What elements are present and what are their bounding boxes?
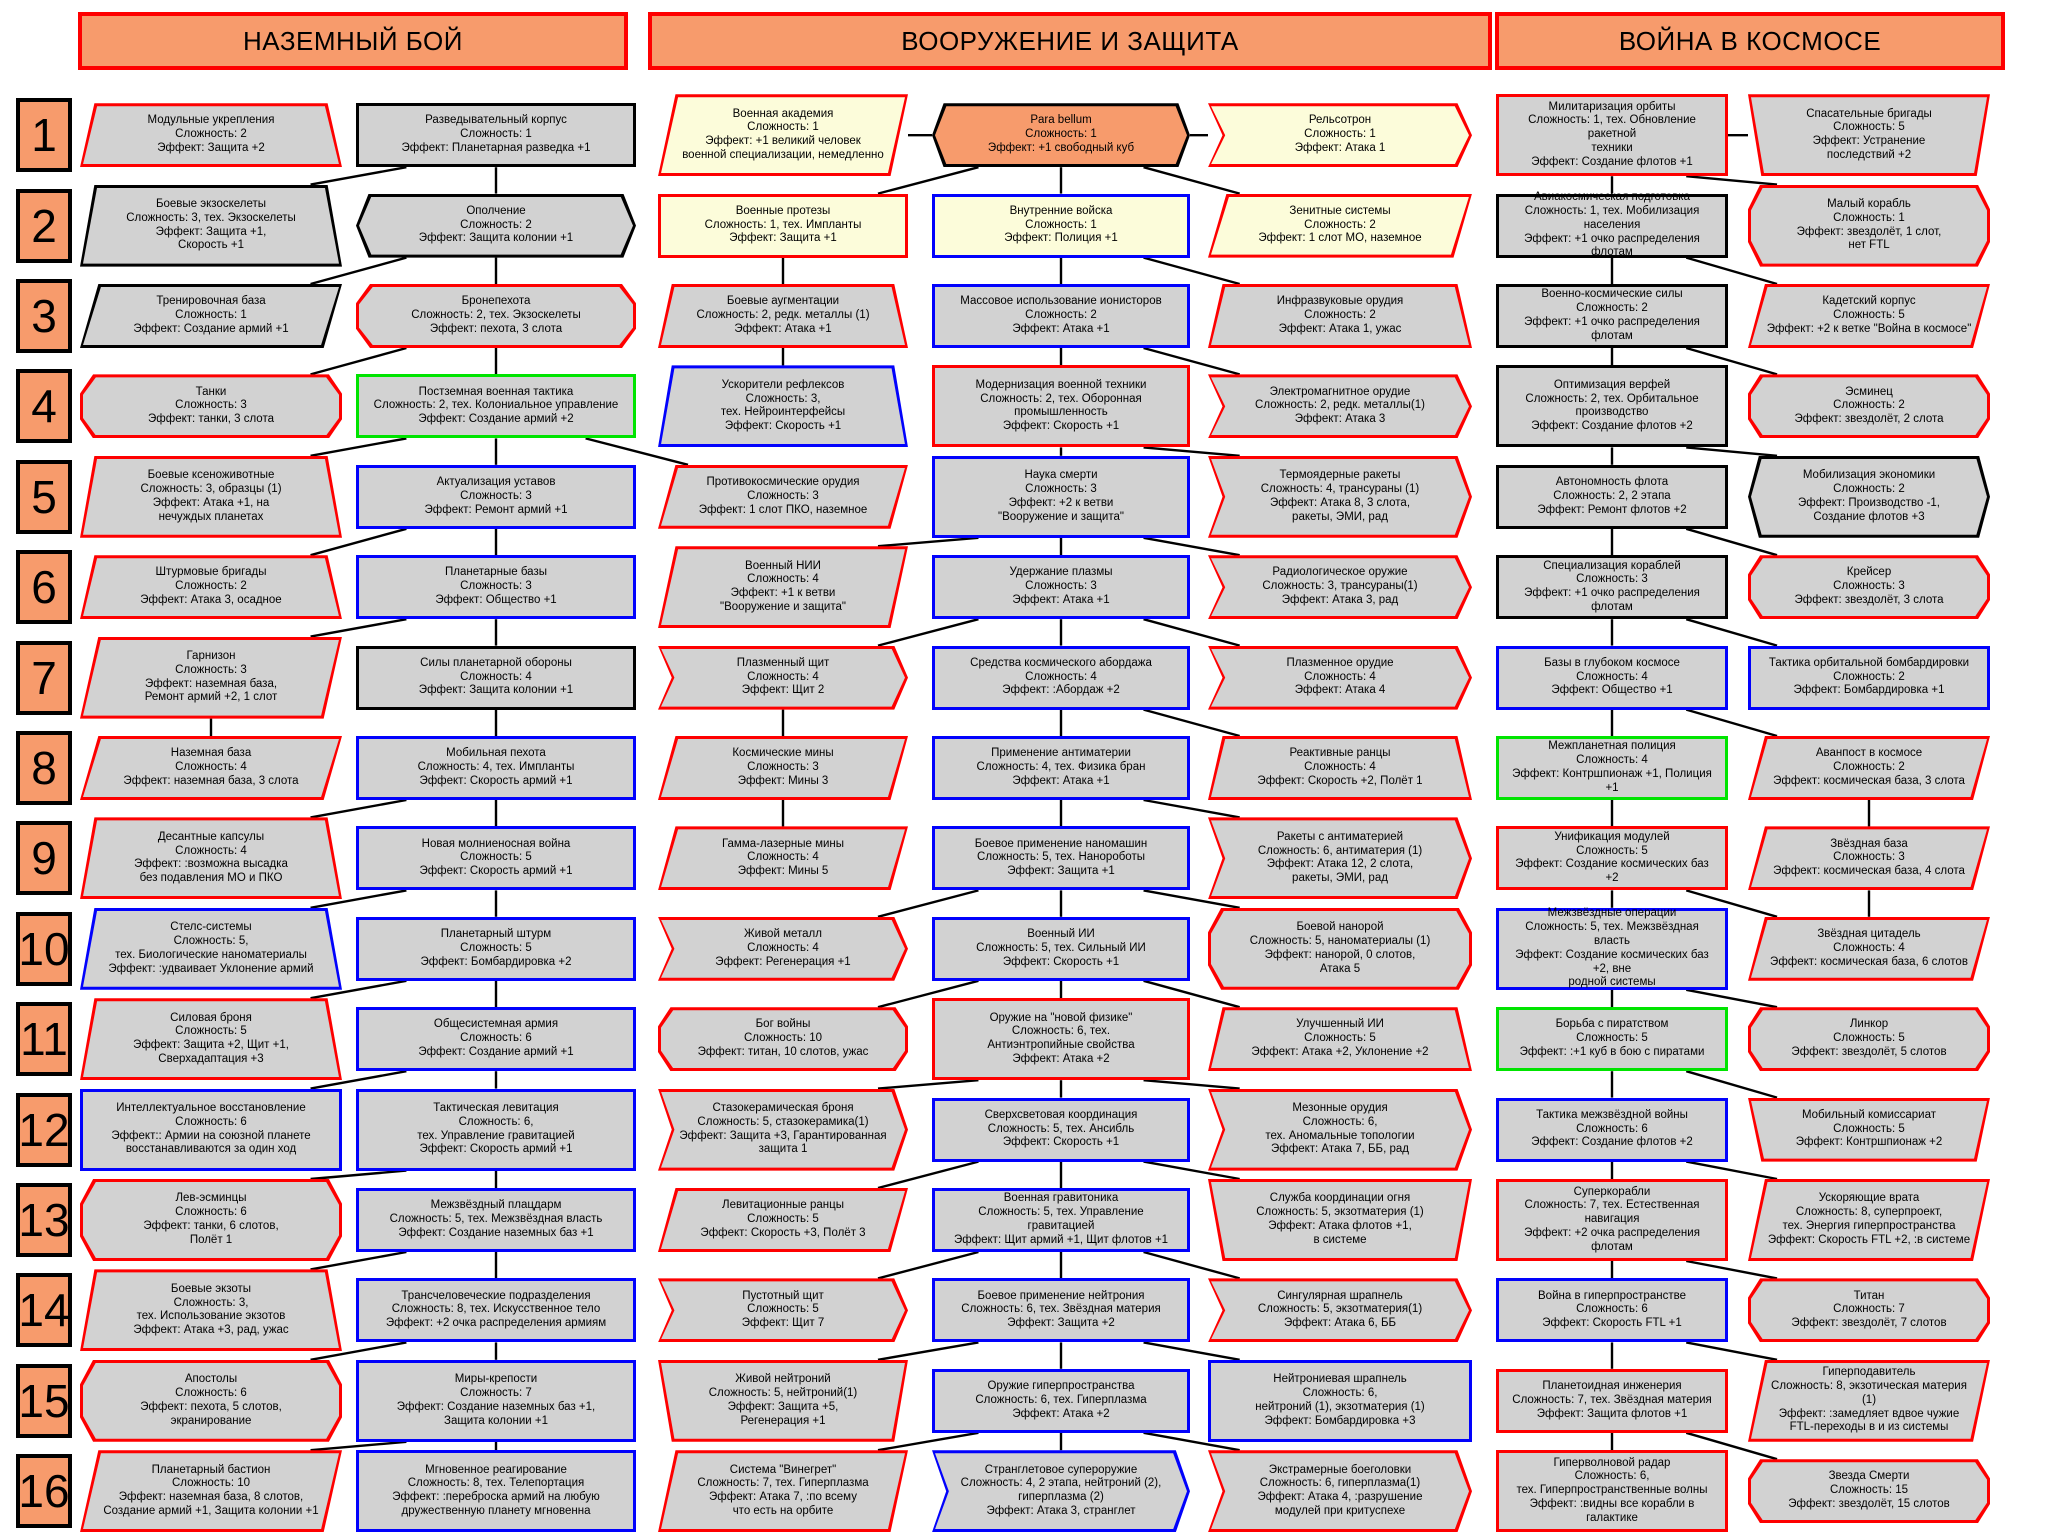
tech-node-r4c5[interactable] — [1496, 365, 1728, 447]
tech-node-label: Система "Винегрет" Сложность: 7, тех. Гиперплазма Эффект: Атака 7, :по всему что есть на орбите — [697, 1463, 869, 1517]
tech-node-label: Оптимизация верфей Сложность: 2, тех. Орбитальное производство Эффект: Создание флотов +2 — [1525, 378, 1699, 433]
tech-node-r1c1[interactable] — [356, 103, 636, 167]
tech-node-label: Миры-крепости Сложность: 7 Эффект: Создание наземных баз +1, Защита колонии +1 — [396, 1373, 596, 1427]
tech-node-label: Стелс-системы Сложность: 5, тех. Биологические наноматериалы Эффект: :удваивает Уклонение армий — [108, 921, 314, 975]
tech-node-label: Трансчеловеческие подразделения Сложность: 8, тех. Искусственное тело Эффект: +2 очка распределения армиям — [385, 1289, 607, 1330]
tech-node-label: Тренировочная база Сложность: 1 Эффект: Создание армий +1 — [133, 295, 289, 335]
tech-node-r3c1[interactable] — [356, 284, 636, 348]
tech-node-r11c3[interactable] — [932, 998, 1190, 1080]
tech-node-r6c6[interactable] — [1748, 555, 1990, 619]
tech-node-label: Para bellum Сложность: 1 Эффект: +1 свободный куб — [987, 114, 1135, 155]
tech-node-label: Ускорители рефлексов Сложность: 3, тех. Нейроинтерфейсы Эффект: Скорость +1 — [720, 378, 846, 433]
tech-node-label: Гамма-лазерные мины Сложность: 4 Эффект: Мины 5 — [721, 837, 845, 878]
tech-node-label: Военная академия Сложность: 1 Эффект: +1 великий человек военной специализации, немедленно — [682, 107, 884, 161]
tech-node-label: Оружие гиперпространства Сложность: 6, тех. Гиперплазма Эффект: Атака +2 — [975, 1380, 1147, 1420]
tech-node-label: Планетарные базы Сложность: 3 Эффект: Общество +1 — [435, 566, 557, 607]
tech-node-label: Военная гравитоника Сложность: 5, тех. Управление гравитацией Эффект: Щит армий +1, Щит флотов +1 — [953, 1192, 1169, 1246]
tech-node-r15c5[interactable] — [1496, 1369, 1728, 1433]
tech-node-r14c4[interactable] — [1208, 1278, 1472, 1342]
tech-node-r16c1[interactable] — [356, 1450, 636, 1532]
tech-node-r1c5[interactable] — [1496, 94, 1728, 176]
tech-node-r9c6[interactable] — [1748, 826, 1990, 890]
tech-node-label: Силовая броня Сложность: 5 Эффект: Защита +2, Щит +1, Сверхадаптация +3 — [133, 1011, 289, 1065]
tech-node-r10c6[interactable] — [1748, 917, 1990, 981]
tech-node-label: Мобильный комиссариат Сложность: 5 Эффект: Контршпионаж +2 — [1795, 1108, 1943, 1149]
row-number-badge[interactable]: 15 — [16, 1364, 72, 1438]
tech-node-label: Ускоряющие врата Сложность: 8, суперпроект, тех. Энергия гиперпространства Эффект: Скорость FTL +2, :в системе — [1767, 1192, 1971, 1246]
row-number-badge[interactable]: 5 — [16, 460, 72, 534]
tech-node-r8c5[interactable] — [1496, 736, 1728, 800]
tech-node-r10c0[interactable] — [80, 908, 342, 990]
tech-node-label: Разведывательный корпус Сложность: 1 Эффект: Планетарная разведка +1 — [401, 114, 591, 155]
tech-node-r5c6[interactable] — [1748, 456, 1990, 538]
tech-node-r9c3[interactable] — [932, 826, 1190, 890]
tech-node-label: Десантные капсулы Сложность: 4 Эффект: :возможна высадка без подавления МО и ПКО — [134, 830, 288, 885]
tech-node-label: Планетарный штурм Сложность: 5 Эффект: Бомбардировка +2 — [420, 928, 572, 968]
tech-node-r5c5[interactable] — [1496, 465, 1728, 529]
row-number-badge[interactable]: 11 — [16, 1002, 72, 1076]
tech-node-label: Мобильная пехота Сложность: 4, тех. Импланты Эффект: Скорость армий +1 — [417, 747, 575, 787]
tech-node-label: Живой нейтроний Сложность: 5, нейтроний(1) Эффект: Защита +5, Регенерация +1 — [708, 1373, 858, 1427]
row-number-badge[interactable]: 2 — [16, 189, 72, 263]
tech-node-label: Автономность флота Сложность: 2, 2 этапа Эффект: Ремонт флотов +2 — [1537, 476, 1687, 516]
tech-node-r14c5[interactable] — [1496, 1278, 1728, 1342]
row-number-badge[interactable]: 1 — [16, 98, 72, 172]
tech-node-label: Танки Сложность: 3 Эффект: танки, 3 слота — [148, 385, 274, 426]
tech-node-label: Боевые аугментации Сложность: 2, редк. металлы (1) Эффект: Атака +1 — [696, 295, 870, 335]
tech-node-r7c3[interactable] — [932, 646, 1190, 710]
tech-node-r4c0[interactable] — [80, 374, 342, 438]
tech-node-label: Противокосмические орудия Сложность: 3 Эффект: 1 слот ПКО, наземное — [698, 476, 868, 516]
tech-node-label: Линкор Сложность: 5 Эффект: звездолёт, 5 слотов — [1791, 1018, 1947, 1059]
tech-node-label: Нейтрониевая шрапнель Сложность: 6, нейтроний (1), экзотматерия (1) Эффект: Бомбардировка +3 — [1255, 1373, 1425, 1427]
tech-node-r5c3[interactable] — [932, 456, 1190, 538]
tech-node-r13c1[interactable] — [356, 1188, 636, 1252]
tech-node-r6c0[interactable] — [80, 555, 342, 619]
tech-node-r2c0[interactable] — [80, 185, 342, 267]
tech-node-label: Бронепехота Сложность: 2, тех. Экзоскелеты Эффект: пехота, 3 слота — [411, 295, 581, 335]
tech-node-label: Постземная военная тактика Сложность: 2, тех. Колониальное управление Эффект: Создание армий +2 — [373, 385, 619, 426]
row-number-badge[interactable]: 13 — [16, 1183, 72, 1257]
tech-node-r6c1[interactable] — [356, 555, 636, 619]
tech-node-r8c4[interactable] — [1208, 736, 1472, 800]
tech-node-r12c4[interactable] — [1208, 1089, 1472, 1171]
tech-node-r14c3[interactable] — [932, 1278, 1190, 1342]
tech-node-r16c3[interactable] — [932, 1450, 1190, 1532]
tech-node-label: Межзвёздные операции Сложность: 5, тех. Межзвёздная власть Эффект: Создание космических баз +2, вне родной системы — [1515, 907, 1709, 989]
header-space-war[interactable]: ВОЙНА В КОСМОСЕ — [1495, 12, 2005, 70]
tech-node-label: Сверхсветовая координация Сложность: 5, тех. Ансибль Эффект: Скорость +1 — [984, 1108, 1138, 1149]
tech-node-r5c1[interactable] — [356, 465, 636, 529]
tech-node-label: Малый корабль Сложность: 1 Эффект: звездолёт, 1 слот, нет FTL — [1796, 198, 1942, 252]
tech-node-r1c4[interactable] — [1208, 103, 1472, 167]
tech-node-label: Наземная база Сложность: 4 Эффект: наземная база, 3 слота — [123, 747, 299, 787]
tech-node-label: Модернизация военной техники Сложность: 2, тех. Оборонная промышленность Эффект: Скорость +1 — [975, 378, 1147, 433]
tech-node-r13c2[interactable] — [658, 1188, 908, 1252]
tech-node-label: Военно-космические силы Сложность: 2 Эффект: +1 очко распределения флотам — [1524, 288, 1700, 342]
tech-node-r12c3[interactable] — [932, 1098, 1190, 1162]
tech-node-label: Война в гиперпространстве Сложность: 6 Эффект: Скорость FTL +1 — [1538, 1289, 1686, 1330]
tech-node-r12c0[interactable] — [80, 1089, 342, 1171]
tech-node-label: Апостолы Сложность: 6 Эффект: пехота, 5 слотов, экранирование — [140, 1373, 282, 1427]
tech-node-r16c5[interactable] — [1496, 1450, 1728, 1532]
tech-node-label: Эсминец Сложность: 2 Эффект: звездолёт, 2 слота — [1794, 385, 1944, 426]
tech-node-r4c6[interactable] — [1748, 374, 1990, 438]
tech-node-r7c1[interactable] — [356, 646, 636, 710]
tech-node-label: Стазокерамическая броня Сложность: 5, стазокерамика(1) Эффект: Защита +3, Гарантированная защита 1 — [679, 1102, 887, 1156]
tech-node-r16c0[interactable] — [80, 1450, 342, 1532]
tech-node-label: Крейсер Сложность: 3 Эффект: звездолёт, 3 слота — [1794, 566, 1944, 607]
tech-node-label: Звёздная база Сложность: 3 Эффект: космическая база, 4 слота — [1773, 837, 1965, 878]
tech-node-label: Общесистемная армия Сложность: 6 Эффект: Создание армий +1 — [418, 1018, 574, 1059]
tech-node-r8c6[interactable] — [1748, 736, 1990, 800]
tech-node-label: Военные протезы Сложность: 1, тех. Импланты Эффект: Защита +1 — [704, 204, 862, 245]
tech-node-label: Модульные укрепления Сложность: 2 Эффект: Защита +2 — [147, 114, 275, 155]
tech-node-label: Оружие на "новой физике" Сложность: 6, тех. Антиэнтропийные свойства Эффект: Атака +2 — [987, 1011, 1135, 1065]
tech-node-label: Экстрамерные боеголовки Сложность: 6, гиперплазма(1) Эффект: Атака 4, :разрушение модулей при критуспехе — [1257, 1463, 1423, 1517]
row-number-badge[interactable]: 12 — [16, 1093, 72, 1167]
tech-node-r15c0[interactable] — [80, 1360, 342, 1442]
tech-node-label: Термоядерные ракеты Сложность: 4, трансураны (1) Эффект: Атака 8, 3 слота, ракеты, ЭМИ, рад — [1260, 469, 1420, 523]
tech-node-label: Межзвёздный плацдарм Сложность: 5, тех. Межзвёздная власть Эффект: Создание наземных баз +1 — [389, 1199, 603, 1239]
tech-node-label: Тактика орбитальной бомбардировки Сложность: 2 Эффект: Бомбардировка +1 — [1768, 656, 1970, 697]
tech-node-label: Интеллектуальное восстановление Сложность: 6 Эффект:: Армии на союзной планете восстанавливаются за один ход — [111, 1102, 311, 1156]
tech-node-label: Наука смерти Сложность: 3 Эффект: +2 к ветви "Вооружение и защита" — [998, 469, 1124, 523]
tech-node-label: Мобилизация экономики Сложность: 2 Эффект: Производство -1, Создание флотов +3 — [1798, 469, 1940, 523]
tech-node-r6c5[interactable] — [1496, 555, 1728, 619]
tech-node-r1c2[interactable] — [658, 94, 908, 176]
tech-node-label: Боевое применение нейтрония Сложность: 6, тех. Звёздная материя Эффект: Защита +2 — [961, 1289, 1161, 1330]
tech-node-r3c3[interactable] — [932, 284, 1190, 348]
tech-node-r11c0[interactable] — [80, 998, 342, 1080]
tech-node-label: Унификация модулей Сложность: 5 Эффект: Создание космических баз +2 — [1515, 830, 1709, 885]
tech-node-r13c3[interactable] — [932, 1188, 1190, 1252]
tech-node-r13c0[interactable] — [80, 1179, 342, 1261]
row-number-badge[interactable]: 14 — [16, 1273, 72, 1347]
tech-node-r2c2[interactable] — [658, 194, 908, 258]
tech-node-label: Планетарный бастион Сложность: 10 Эффект: наземная база, 8 слотов, Создание армий +1, Защита колонии +1 — [103, 1463, 319, 1517]
tech-node-r15c2[interactable] — [658, 1360, 908, 1442]
tech-node-label: Звезда Смерти Сложность: 15 Эффект: звездолёт, 15 слотов — [1788, 1470, 1950, 1511]
tech-node-r8c2[interactable] — [658, 736, 908, 800]
tech-node-r16c2[interactable] — [658, 1450, 908, 1532]
tech-node-r2c6[interactable] — [1748, 185, 1990, 267]
tech-node-label: Штурмовые бригады Сложность: 2 Эффект: Атака 3, осадное — [140, 566, 282, 607]
tech-node-label: Странглетовое супероружие Сложность: 4, 2 этапа, нейтроний (2), гиперплазма (2) Эффект: Атака 3, странглет — [960, 1463, 1162, 1517]
tech-node-r9c2[interactable] — [658, 826, 908, 890]
tech-node-label: Звёздная цитадель Сложность: 4 Эффект: космическая база, 6 слотов — [1770, 928, 1968, 968]
row-number-badge[interactable]: 8 — [16, 731, 72, 805]
tech-node-label: Планетоидная инженерия Сложность: 7, тех. Звёздная материя Эффект: Защита флотов +1 — [1512, 1380, 1712, 1420]
tech-node-r9c1[interactable] — [356, 826, 636, 890]
tech-node-label: Бог войны Сложность: 10 Эффект: титан, 10 слотов, ужас — [697, 1018, 869, 1059]
tech-node-label: Удержание плазмы Сложность: 3 Эффект: Атака +1 — [1009, 566, 1113, 607]
tech-node-r11c2[interactable] — [658, 1007, 908, 1071]
tech-node-r11c6[interactable] — [1748, 1007, 1990, 1071]
tech-node-label: Актуализация уставов Сложность: 3 Эффект: Ремонт армий +1 — [424, 476, 568, 516]
tech-node-label: Титан Сложность: 7 Эффект: звездолёт, 7 слотов — [1791, 1289, 1947, 1330]
row-number-badge[interactable]: 6 — [16, 550, 72, 624]
tech-node-r10c2[interactable] — [658, 917, 908, 981]
tech-node-r9c4[interactable] — [1208, 817, 1472, 899]
tech-node-label: Боевые ксеноживотные Сложность: 3, образцы (1) Эффект: Атака +1, на нечуждых планетах — [140, 469, 282, 523]
row-number-badge[interactable]: 9 — [16, 821, 72, 895]
tech-node-r8c0[interactable] — [80, 736, 342, 800]
tech-node-label: Тактика межзвёздной войны Сложность: 6 Эффект: Создание флотов +2 — [1531, 1108, 1693, 1149]
tech-node-r7c5[interactable] — [1496, 646, 1728, 710]
tech-node-label: Инфразвуковые орудия Сложность: 2 Эффект: Атака 1, ужас — [1276, 295, 1404, 335]
tech-node-r10c4[interactable] — [1208, 908, 1472, 990]
tech-node-label: Мезонные орудия Сложность: 6, тех. Аномальные топологии Эффект: Атака 7, ББ, рад — [1265, 1102, 1415, 1156]
tech-node-r3c5[interactable] — [1496, 284, 1728, 348]
tech-node-r9c0[interactable] — [80, 817, 342, 899]
tech-node-r14c0[interactable] — [80, 1269, 342, 1351]
tech-node-r2c3[interactable] — [932, 194, 1190, 258]
tech-node-label: Гиперподавитель Сложность: 8, экзотическая материя (1) Эффект: :замедляет вдвое чужие FTL-переходы в и из системы — [1771, 1366, 1967, 1434]
tech-node-label: Боевое применение наномашин Сложность: 5, тех. Нанороботы Эффект: Защита +1 — [974, 837, 1148, 878]
tech-node-r4c1[interactable] — [356, 374, 636, 438]
tech-node-label: Ополчение Сложность: 2 Эффект: Защита колонии +1 — [418, 204, 574, 245]
tech-node-r6c4[interactable] — [1208, 555, 1472, 619]
tech-node-r5c4[interactable] — [1208, 456, 1472, 538]
tech-node-r15c6[interactable] — [1748, 1360, 1990, 1442]
tech-node-r4c2[interactable] — [658, 365, 908, 447]
tech-node-r10c1[interactable] — [356, 917, 636, 981]
tech-node-label: Сингулярная шрапнель Сложность: 5, экзотматерия(1) Эффект: Атака 6, ББ — [1257, 1289, 1423, 1330]
tech-node-label: Левитационные ранцы Сложность: 5 Эффект: Скорость +3, Полёт 3 — [700, 1199, 866, 1239]
row-number-badge[interactable]: 3 — [16, 279, 72, 353]
tech-node-r6c3[interactable] — [932, 555, 1190, 619]
tech-node-label: Служба координации огня Сложность: 5, экзотматерия (1) Эффект: Атака флотов +1, в системе — [1256, 1192, 1424, 1246]
tech-node-label: Новая молниеносная война Сложность: 5 Эффект: Скорость армий +1 — [419, 837, 573, 878]
tech-node-r15c1[interactable] — [356, 1360, 636, 1442]
tech-node-r10c3[interactable] — [932, 917, 1190, 981]
tech-node-label: Гиперволновой радар Сложность: 6, тех. Гиперпространственные волны Эффект: :видны все корабли в галактике — [1516, 1456, 1708, 1524]
tech-node-label: Борьба с пиратством Сложность: 5 Эффект: :+1 куб в бою с пиратами — [1519, 1018, 1705, 1059]
tech-node-r13c6[interactable] — [1748, 1179, 1990, 1261]
tech-node-r8c3[interactable] — [932, 736, 1190, 800]
tech-node-label: Радиологическое оружие Сложность: 3, трансураны(1) Эффект: Атака 3, рад — [1262, 566, 1418, 607]
tech-node-r15c3[interactable] — [932, 1369, 1190, 1433]
tech-node-label: Лев-эсминцы Сложность: 6 Эффект: танки, 6 слотов, Полёт 1 — [143, 1192, 279, 1246]
tech-node-r12c5[interactable] — [1496, 1098, 1728, 1162]
tech-node-label: Реактивные ранцы Сложность: 4 Эффект: Скорость +2, Полёт 1 — [1257, 747, 1423, 787]
tech-node-label: Мгновенное реагирование Сложность: 8, тех. Телепортация Эффект: :переброска армий на любую дружественную планету мгновенна — [392, 1463, 600, 1517]
tech-node-r12c2[interactable] — [658, 1089, 908, 1171]
tech-node-label: Пустотный щит Сложность: 5 Эффект: Щит 7 — [741, 1289, 825, 1330]
tech-node-label: Улучшенный ИИ Сложность: 5 Эффект: Атака +2, Уклонение +2 — [1251, 1018, 1429, 1059]
tech-node-r5c2[interactable] — [658, 465, 908, 529]
tech-node-r15c4[interactable] — [1208, 1360, 1472, 1442]
tech-node-r14c1[interactable] — [356, 1278, 636, 1342]
tech-node-r8c1[interactable] — [356, 736, 636, 800]
tech-node-r14c2[interactable] — [658, 1278, 908, 1342]
tech-node-r3c2[interactable] — [658, 284, 908, 348]
tech-node-label: Живой металл Сложность: 4 Эффект: Регенерация +1 — [715, 928, 851, 968]
tech-node-label: Зенитные системы Сложность: 2 Эффект: 1 слот МО, наземное — [1258, 204, 1422, 245]
tech-node-label: Боевые экзоскелеты Сложность: 3, тех. Экзоскелеты Эффект: Защита +1, Скорость +1 — [126, 198, 296, 252]
tech-node-r13c4[interactable] — [1208, 1179, 1472, 1261]
tech-node-r7c2[interactable] — [658, 646, 908, 710]
tech-node-r11c4[interactable] — [1208, 1007, 1472, 1071]
tech-node-r7c4[interactable] — [1208, 646, 1472, 710]
tech-node-r5c0[interactable] — [80, 456, 342, 538]
tech-node-r2c1[interactable] — [356, 194, 636, 258]
tech-node-r1c0[interactable] — [80, 103, 342, 167]
tech-node-r12c1[interactable] — [356, 1089, 636, 1171]
tech-node-label: Милитаризация орбиты Сложность: 1, тех. Обновление ракетной техники Эффект: Создание флотов +1 — [1528, 100, 1696, 168]
header-ground-combat[interactable]: НАЗЕМНЫЙ БОЙ — [78, 12, 628, 70]
tech-node-label: Боевые экзоты Сложность: 3, тех. Использование экзотов Эффект: Атака +3, рад, ужас — [133, 1282, 289, 1337]
tech-node-r1c3[interactable] — [932, 103, 1190, 167]
tech-node-label: Плазменное орудие Сложность: 4 Эффект: Атака 4 — [1286, 656, 1394, 697]
tech-node-label: Спасательные бригады Сложность: 5 Эффект: Устранение последствий +2 — [1806, 107, 1932, 161]
tech-node-r13c5[interactable] — [1496, 1179, 1728, 1261]
row-number-badge[interactable]: 10 — [16, 912, 72, 986]
tech-node-label: Кадетский корпус Сложность: 5 Эффект: +2 к ветке "Война в космосе" — [1766, 295, 1972, 335]
tech-node-label: Применение антиматерии Сложность: 4, тех. Физика бран Эффект: Атака +1 — [976, 747, 1146, 787]
tech-node-r11c5[interactable] — [1496, 1007, 1728, 1071]
tech-node-r2c5[interactable] — [1496, 191, 1728, 259]
tech-node-r14c6[interactable] — [1748, 1278, 1990, 1342]
tech-node-label: Аванпост в космосе Сложность: 2 Эффект: космическая база, 3 слота — [1773, 747, 1965, 787]
tech-node-label: Базы в глубоком космосе Сложность: 4 Эффект: Общество +1 — [1544, 656, 1680, 697]
tech-node-r4c4[interactable] — [1208, 374, 1472, 438]
row-number-badge[interactable]: 16 — [16, 1454, 72, 1528]
tech-node-label: Плазменный щит Сложность: 4 Эффект: Щит 2 — [736, 656, 830, 697]
tech-node-r3c6[interactable] — [1748, 284, 1990, 348]
tech-node-r16c4[interactable] — [1208, 1450, 1472, 1532]
tech-node-label: Суперкорабли Сложность: 7, тех. Естественная навигация Эффект: +2 очка распределения флотам — [1524, 1185, 1700, 1253]
tech-node-label: Ракеты с антиматерией Сложность: 6, антиматерия (1) Эффект: Атака 12, 2 слота, ракеты, ЭМИ, рад — [1257, 830, 1423, 885]
tech-node-label: Боевой нанорой Сложность: 5, наноматериалы (1) Эффект: нанорой, 0 слотов, Атака 5 — [1249, 921, 1431, 975]
tech-node-label: Тактическая левитация Сложность: 6, тех. Управление гравитацией Эффект: Скорость армий +1 — [417, 1102, 575, 1156]
tech-node-label: Рельсотрон Сложность: 1 Эффект: Атака 1 — [1294, 114, 1386, 155]
tech-node-r7c0[interactable] — [80, 637, 342, 719]
tech-node-label: Военный НИИ Сложность: 4 Эффект: +1 к ветви "Вооружение и защита" — [720, 559, 846, 613]
header-weapons-defense[interactable]: ВООРУЖЕНИЕ И ЗАЩИТА — [648, 12, 1492, 70]
tech-node-label: Авиакосмическая подготовка Сложность: 1, тех. Мобилизация населения Эффект: +1 очко распределения флотам — [1524, 191, 1700, 259]
tech-node-r11c1[interactable] — [356, 1007, 636, 1071]
tech-node-r12c6[interactable] — [1748, 1098, 1990, 1162]
tech-node-label: Межпланетная полиция Сложность: 4 Эффект: Контршпионаж +1, Полиция +1 — [1512, 740, 1712, 794]
tech-node-label: Электромагнитное орудие Сложность: 2, редк. металлы(1) Эффект: Атака 3 — [1255, 385, 1425, 426]
tech-node-label: Средства космического абордажа Сложность: 4 Эффект: :Абордаж +2 — [970, 656, 1152, 697]
tech-node-label: Специализация кораблей Сложность: 3 Эффект: +1 очко распределения флотам — [1524, 559, 1700, 613]
tech-node-r4c3[interactable] — [932, 365, 1190, 447]
tech-node-label: Гарнизон Сложность: 3 Эффект: наземная база, Ремонт армий +2, 1 слот — [144, 650, 278, 704]
tech-node-r3c4[interactable] — [1208, 284, 1472, 348]
tech-node-r1c6[interactable] — [1748, 94, 1990, 176]
row-number-badge[interactable]: 4 — [16, 369, 72, 443]
row-number-badge[interactable]: 7 — [16, 641, 72, 715]
tech-node-label: Военный ИИ Сложность: 5, тех. Сильный ИИ Эффект: Скорость +1 — [976, 928, 1146, 968]
tech-node-label: Внутренние войска Сложность: 1 Эффект: Полиция +1 — [1004, 204, 1118, 245]
tech-node-r7c6[interactable] — [1748, 646, 1990, 710]
tech-node-r3c0[interactable] — [80, 284, 342, 348]
tech-node-r10c5[interactable] — [1496, 908, 1728, 990]
tech-node-r9c5[interactable] — [1496, 826, 1728, 890]
tech-node-r6c2[interactable] — [658, 546, 908, 628]
tech-node-r16c6[interactable] — [1748, 1459, 1990, 1523]
tech-node-label: Силы планетарной обороны Сложность: 4 Эффект: Защита колонии +1 — [418, 656, 574, 697]
tech-node-label: Массовое использование ионисторов Сложность: 2 Эффект: Атака +1 — [960, 295, 1162, 335]
tech-node-r2c4[interactable] — [1208, 194, 1472, 258]
tech-node-label: Космические мины Сложность: 3 Эффект: Мины 3 — [732, 747, 834, 787]
